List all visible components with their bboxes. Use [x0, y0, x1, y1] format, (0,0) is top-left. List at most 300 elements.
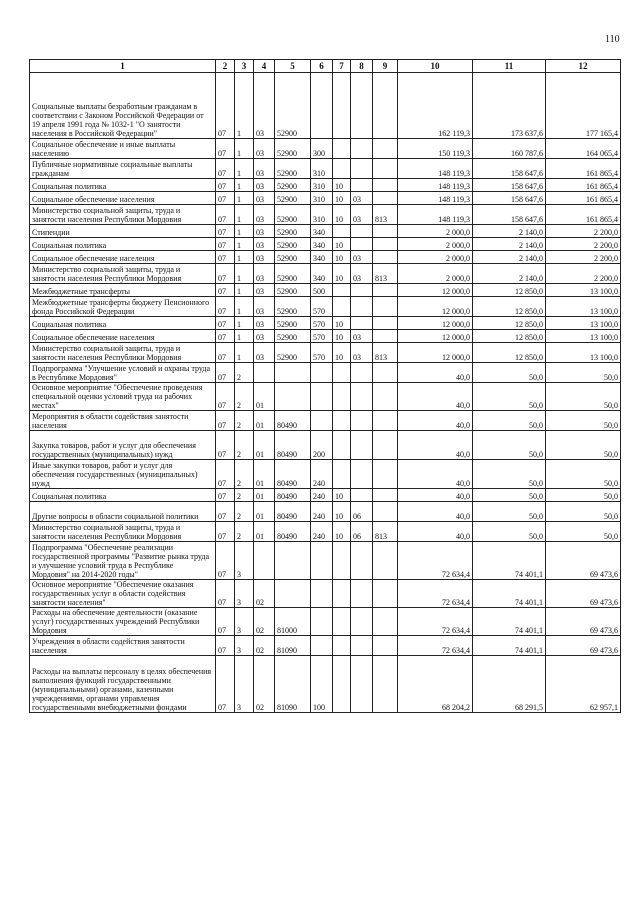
- code-cell: 10: [333, 489, 351, 502]
- code-cell: [351, 139, 373, 159]
- code-cell: [311, 73, 333, 139]
- amount-cell: 50,0: [473, 502, 546, 522]
- code-cell: [373, 251, 398, 264]
- row-name-cell: Подпрограмма "Улучшение условий и охраны труда в Республике Мордовия": [30, 363, 216, 383]
- code-cell: 340: [311, 225, 333, 238]
- amount-cell: 148 119,3: [398, 205, 473, 225]
- code-cell: 80490: [275, 502, 311, 522]
- code-cell: [373, 636, 398, 656]
- amount-cell: 68 291,5: [473, 656, 546, 713]
- row-name-cell: Министерство социальной защиты, труда и занятости населения Республики Мордовия: [30, 343, 216, 363]
- code-cell: 100: [311, 656, 333, 713]
- amount-cell: 74 401,1: [473, 636, 546, 656]
- amount-cell: 12 850,0: [473, 284, 546, 297]
- code-cell: 03: [254, 297, 275, 317]
- code-cell: 310: [311, 205, 333, 225]
- row-name-cell: Социальное обеспечение и иные выплаты населению: [30, 139, 216, 159]
- code-cell: 07: [216, 205, 235, 225]
- code-cell: [351, 656, 373, 713]
- code-cell: 02: [254, 636, 275, 656]
- row-name-cell: Мероприятия в области содействия занятости населения: [30, 411, 216, 431]
- table-row: [30, 317, 621, 330]
- code-cell: [275, 580, 311, 608]
- code-cell: 07: [216, 580, 235, 608]
- amount-cell: 158 647,6: [473, 192, 546, 205]
- amount-cell: 161 865,4: [546, 205, 621, 225]
- budget-table: [29, 59, 621, 713]
- amount-cell: 2 140,0: [473, 225, 546, 238]
- code-cell: 3: [235, 542, 254, 580]
- code-cell: 07: [216, 238, 235, 251]
- code-cell: [351, 542, 373, 580]
- code-cell: 52900: [275, 317, 311, 330]
- amount-cell: 12 000,0: [398, 284, 473, 297]
- code-cell: [351, 383, 373, 411]
- code-cell: 813: [373, 522, 398, 542]
- row-name-cell: Социальная политика: [30, 317, 216, 330]
- amount-cell: 160 787,6: [473, 139, 546, 159]
- col-header: 12: [546, 60, 621, 73]
- code-cell: 07: [216, 297, 235, 317]
- code-cell: 07: [216, 460, 235, 489]
- code-cell: [333, 139, 351, 159]
- amount-cell: 50,0: [546, 522, 621, 542]
- code-cell: [351, 317, 373, 330]
- code-cell: [373, 460, 398, 489]
- code-cell: [373, 656, 398, 713]
- code-cell: 1: [235, 238, 254, 251]
- code-cell: 570: [311, 343, 333, 363]
- code-cell: 03: [351, 343, 373, 363]
- row-name-cell: Учреждения в области содействия занятости населения: [30, 636, 216, 656]
- code-cell: [333, 656, 351, 713]
- code-cell: 1: [235, 225, 254, 238]
- table-row: [30, 343, 621, 363]
- code-cell: 10: [333, 238, 351, 251]
- code-cell: 07: [216, 608, 235, 636]
- code-cell: [333, 363, 351, 383]
- code-cell: [351, 238, 373, 251]
- code-cell: 07: [216, 179, 235, 192]
- code-cell: [333, 73, 351, 139]
- code-cell: [311, 580, 333, 608]
- code-cell: 10: [333, 522, 351, 542]
- row-name-cell: Расходы на выплаты персоналу в целях обеспечения выполнения функций государственными (муниципальными) органами, казенными учреждениями, органами управления государственными внебюджетными фондами: [30, 656, 216, 713]
- row-name-cell: Основное мероприятие "Обеспечение проведения специальной оценки условий труда на рабочих местах": [30, 383, 216, 411]
- code-cell: 52900: [275, 225, 311, 238]
- amount-cell: 40,0: [398, 431, 473, 460]
- code-cell: 07: [216, 192, 235, 205]
- code-cell: [333, 636, 351, 656]
- amount-cell: 12 000,0: [398, 317, 473, 330]
- table-row: [30, 383, 621, 411]
- code-cell: 03: [254, 251, 275, 264]
- code-cell: 80490: [275, 411, 311, 431]
- code-cell: [373, 297, 398, 317]
- amount-cell: 72 634,4: [398, 636, 473, 656]
- amount-cell: 2 000,0: [398, 264, 473, 284]
- amount-cell: 40,0: [398, 502, 473, 522]
- code-cell: 340: [311, 264, 333, 284]
- code-cell: 07: [216, 73, 235, 139]
- row-name-cell: Другие вопросы в области социальной политики: [30, 502, 216, 522]
- row-name-cell: Публичные нормативные социальные выплаты гражданам: [30, 159, 216, 179]
- code-cell: [373, 502, 398, 522]
- amount-cell: 50,0: [473, 363, 546, 383]
- amount-cell: 50,0: [473, 383, 546, 411]
- code-cell: 07: [216, 330, 235, 343]
- code-cell: 1: [235, 205, 254, 225]
- row-name-cell: Социальная политика: [30, 489, 216, 502]
- code-cell: 1: [235, 139, 254, 159]
- code-cell: [333, 383, 351, 411]
- amount-cell: 173 637,6: [473, 73, 546, 139]
- code-cell: 03: [254, 284, 275, 297]
- code-cell: [373, 580, 398, 608]
- amount-cell: 2 200,0: [546, 251, 621, 264]
- row-name-cell: Социальные выплаты безработным гражданам в соответствии с Законом Российской Федерации от 19 апреля 1991 года № 1032-1 "О занятости населения в Российской Федерации": [30, 73, 216, 139]
- code-cell: 80490: [275, 489, 311, 502]
- code-cell: [333, 225, 351, 238]
- code-cell: 07: [216, 251, 235, 264]
- amount-cell: 2 000,0: [398, 238, 473, 251]
- code-cell: 01: [254, 411, 275, 431]
- amount-cell: 148 119,3: [398, 159, 473, 179]
- col-header: 1: [30, 60, 216, 73]
- code-cell: 1: [235, 330, 254, 343]
- code-cell: 07: [216, 656, 235, 713]
- code-cell: 52900: [275, 205, 311, 225]
- table-row: [30, 284, 621, 297]
- code-cell: 52900: [275, 238, 311, 251]
- code-cell: [333, 608, 351, 636]
- code-cell: 1: [235, 251, 254, 264]
- code-cell: 01: [254, 489, 275, 502]
- amount-cell: 13 100,0: [546, 284, 621, 297]
- code-cell: [351, 489, 373, 502]
- code-cell: [254, 542, 275, 580]
- code-cell: 52900: [275, 139, 311, 159]
- col-header: 10: [398, 60, 473, 73]
- code-cell: [333, 297, 351, 317]
- code-cell: [351, 608, 373, 636]
- amount-cell: 2 140,0: [473, 251, 546, 264]
- code-cell: 07: [216, 411, 235, 431]
- amount-cell: 68 204,2: [398, 656, 473, 713]
- code-cell: [373, 317, 398, 330]
- amount-cell: 162 119,3: [398, 73, 473, 139]
- code-cell: [373, 330, 398, 343]
- amount-cell: 50,0: [546, 502, 621, 522]
- amount-cell: 50,0: [546, 489, 621, 502]
- table-body: [30, 73, 621, 713]
- code-cell: 240: [311, 502, 333, 522]
- row-name-cell: Социальное обеспечение населения: [30, 251, 216, 264]
- code-cell: 07: [216, 489, 235, 502]
- code-cell: 1: [235, 179, 254, 192]
- code-cell: 03: [351, 251, 373, 264]
- code-cell: 07: [216, 317, 235, 330]
- amount-cell: 150 119,3: [398, 139, 473, 159]
- code-cell: 1: [235, 264, 254, 284]
- col-header: 4: [254, 60, 275, 73]
- table-row: [30, 225, 621, 238]
- code-cell: 1: [235, 73, 254, 139]
- table-row: [30, 431, 621, 460]
- code-cell: [373, 238, 398, 251]
- code-cell: 52900: [275, 179, 311, 192]
- table-row: [30, 502, 621, 522]
- code-cell: 02: [254, 580, 275, 608]
- amount-cell: 40,0: [398, 522, 473, 542]
- code-cell: [351, 460, 373, 489]
- code-cell: [311, 383, 333, 411]
- amount-cell: 148 119,3: [398, 192, 473, 205]
- code-cell: 52900: [275, 297, 311, 317]
- amount-cell: 177 165,4: [546, 73, 621, 139]
- code-cell: 570: [311, 297, 333, 317]
- table-row: [30, 542, 621, 580]
- code-cell: [333, 284, 351, 297]
- amount-cell: 50,0: [473, 431, 546, 460]
- row-name-cell: Социальная политика: [30, 238, 216, 251]
- row-name-cell: Министерство социальной защиты, труда и занятости населения Республики Мордовия: [30, 264, 216, 284]
- code-cell: 2: [235, 411, 254, 431]
- code-cell: 2: [235, 431, 254, 460]
- code-cell: 02: [254, 656, 275, 713]
- amount-cell: 40,0: [398, 411, 473, 431]
- amount-cell: 50,0: [473, 460, 546, 489]
- code-cell: [275, 363, 311, 383]
- code-cell: 03: [254, 179, 275, 192]
- code-cell: 10: [333, 179, 351, 192]
- code-cell: 3: [235, 580, 254, 608]
- col-header: 11: [473, 60, 546, 73]
- amount-cell: 161 865,4: [546, 192, 621, 205]
- table-row: [30, 139, 621, 159]
- code-cell: 3: [235, 636, 254, 656]
- code-cell: 03: [254, 73, 275, 139]
- row-name-cell: Иные закупки товаров, работ и услуг для обеспечения государственных (муниципальных) нужд: [30, 460, 216, 489]
- table-row: [30, 264, 621, 284]
- amount-cell: 50,0: [546, 383, 621, 411]
- code-cell: 80490: [275, 431, 311, 460]
- code-cell: [275, 383, 311, 411]
- table-row: [30, 460, 621, 489]
- table-row: [30, 636, 621, 656]
- row-name-cell: Подпрограмма "Обеспечение реализации государственной программы "Развитие рынка труда и улучшение условий труда в Республике Мордовия" на 2014-2020 годы": [30, 542, 216, 580]
- code-cell: 300: [311, 139, 333, 159]
- col-header: 2: [216, 60, 235, 73]
- amount-cell: 2 140,0: [473, 238, 546, 251]
- code-cell: [333, 411, 351, 431]
- row-name-cell: Расходы на обеспечение деятельности (оказание услуг) государственных учреждений Республики Мордовия: [30, 608, 216, 636]
- code-cell: [373, 489, 398, 502]
- table-row: [30, 411, 621, 431]
- amount-cell: 164 065,4: [546, 139, 621, 159]
- amount-cell: 13 100,0: [546, 330, 621, 343]
- table-row: [30, 522, 621, 542]
- header-row: [30, 60, 621, 73]
- amount-cell: 161 865,4: [546, 179, 621, 192]
- table-row: [30, 205, 621, 225]
- code-cell: 03: [254, 225, 275, 238]
- amount-cell: 158 647,6: [473, 179, 546, 192]
- code-cell: [373, 363, 398, 383]
- code-cell: 03: [254, 330, 275, 343]
- code-cell: [373, 383, 398, 411]
- code-cell: [333, 542, 351, 580]
- code-cell: 80490: [275, 460, 311, 489]
- code-cell: [373, 73, 398, 139]
- code-cell: 01: [254, 502, 275, 522]
- table-row: [30, 330, 621, 343]
- code-cell: 07: [216, 159, 235, 179]
- amount-cell: 12 850,0: [473, 330, 546, 343]
- page-number: 110: [605, 34, 620, 45]
- code-cell: [311, 363, 333, 383]
- code-cell: 10: [333, 251, 351, 264]
- code-cell: [373, 608, 398, 636]
- code-cell: 310: [311, 159, 333, 179]
- code-cell: 07: [216, 363, 235, 383]
- code-cell: 1: [235, 159, 254, 179]
- code-cell: 2: [235, 502, 254, 522]
- code-cell: [351, 284, 373, 297]
- code-cell: [333, 460, 351, 489]
- amount-cell: 69 473,6: [546, 636, 621, 656]
- amount-cell: 12 000,0: [398, 343, 473, 363]
- code-cell: 10: [333, 205, 351, 225]
- code-cell: 1: [235, 343, 254, 363]
- code-cell: [275, 542, 311, 580]
- code-cell: [351, 363, 373, 383]
- table-row: [30, 580, 621, 608]
- table-row: [30, 608, 621, 636]
- code-cell: [351, 636, 373, 656]
- code-cell: 2: [235, 363, 254, 383]
- code-cell: 03: [254, 343, 275, 363]
- code-cell: 52900: [275, 159, 311, 179]
- code-cell: 02: [254, 608, 275, 636]
- table-row: [30, 238, 621, 251]
- code-cell: 07: [216, 264, 235, 284]
- code-cell: 07: [216, 636, 235, 656]
- amount-cell: 50,0: [473, 411, 546, 431]
- amount-cell: 62 957,1: [546, 656, 621, 713]
- amount-cell: 2 200,0: [546, 238, 621, 251]
- col-header: 5: [275, 60, 311, 73]
- amount-cell: 12 000,0: [398, 297, 473, 317]
- amount-cell: 69 473,6: [546, 580, 621, 608]
- code-cell: 240: [311, 460, 333, 489]
- amount-cell: 74 401,1: [473, 580, 546, 608]
- table-row: [30, 297, 621, 317]
- code-cell: 03: [351, 264, 373, 284]
- code-cell: 03: [351, 192, 373, 205]
- code-cell: [333, 580, 351, 608]
- code-cell: [373, 179, 398, 192]
- amount-cell: 50,0: [546, 460, 621, 489]
- amount-cell: 74 401,1: [473, 608, 546, 636]
- code-cell: 200: [311, 431, 333, 460]
- amount-cell: 13 100,0: [546, 297, 621, 317]
- code-cell: 813: [373, 264, 398, 284]
- code-cell: [373, 284, 398, 297]
- code-cell: 03: [254, 139, 275, 159]
- code-cell: 06: [351, 522, 373, 542]
- amount-cell: 40,0: [398, 460, 473, 489]
- code-cell: 06: [351, 502, 373, 522]
- code-cell: 07: [216, 225, 235, 238]
- col-header: 3: [235, 60, 254, 73]
- code-cell: [333, 431, 351, 460]
- code-cell: [351, 179, 373, 192]
- table-row: [30, 363, 621, 383]
- amount-cell: 158 647,6: [473, 205, 546, 225]
- code-cell: 03: [254, 238, 275, 251]
- code-cell: 813: [373, 205, 398, 225]
- amount-cell: 50,0: [473, 522, 546, 542]
- code-cell: 52900: [275, 192, 311, 205]
- code-cell: 500: [311, 284, 333, 297]
- code-cell: 01: [254, 522, 275, 542]
- code-cell: 07: [216, 139, 235, 159]
- amount-cell: 72 634,4: [398, 542, 473, 580]
- amount-cell: 2 200,0: [546, 264, 621, 284]
- col-header: 6: [311, 60, 333, 73]
- code-cell: 10: [333, 343, 351, 363]
- code-cell: [373, 159, 398, 179]
- amount-cell: 158 647,6: [473, 159, 546, 179]
- code-cell: [333, 159, 351, 179]
- code-cell: 2: [235, 460, 254, 489]
- code-cell: [351, 225, 373, 238]
- code-cell: 2: [235, 489, 254, 502]
- amount-cell: 40,0: [398, 383, 473, 411]
- code-cell: 240: [311, 522, 333, 542]
- code-cell: 81000: [275, 608, 311, 636]
- code-cell: 07: [216, 383, 235, 411]
- table-row: [30, 73, 621, 139]
- code-cell: 570: [311, 317, 333, 330]
- code-cell: 03: [254, 205, 275, 225]
- amount-cell: 50,0: [546, 363, 621, 383]
- code-cell: [373, 225, 398, 238]
- code-cell: 1: [235, 297, 254, 317]
- code-cell: 03: [254, 317, 275, 330]
- amount-cell: 2 000,0: [398, 251, 473, 264]
- code-cell: 07: [216, 542, 235, 580]
- code-cell: [311, 542, 333, 580]
- code-cell: 10: [333, 192, 351, 205]
- code-cell: 01: [254, 383, 275, 411]
- code-cell: 03: [254, 159, 275, 179]
- amount-cell: 161 865,4: [546, 159, 621, 179]
- table-row: [30, 656, 621, 713]
- col-header: 7: [333, 60, 351, 73]
- row-name-cell: Межбюджетные трансферты: [30, 284, 216, 297]
- row-name-cell: Стипендии: [30, 225, 216, 238]
- code-cell: [373, 431, 398, 460]
- code-cell: [311, 636, 333, 656]
- row-name-cell: Социальная политика: [30, 179, 216, 192]
- code-cell: 07: [216, 343, 235, 363]
- amount-cell: 2 200,0: [546, 225, 621, 238]
- code-cell: 03: [254, 192, 275, 205]
- table-row: [30, 179, 621, 192]
- table-row: [30, 251, 621, 264]
